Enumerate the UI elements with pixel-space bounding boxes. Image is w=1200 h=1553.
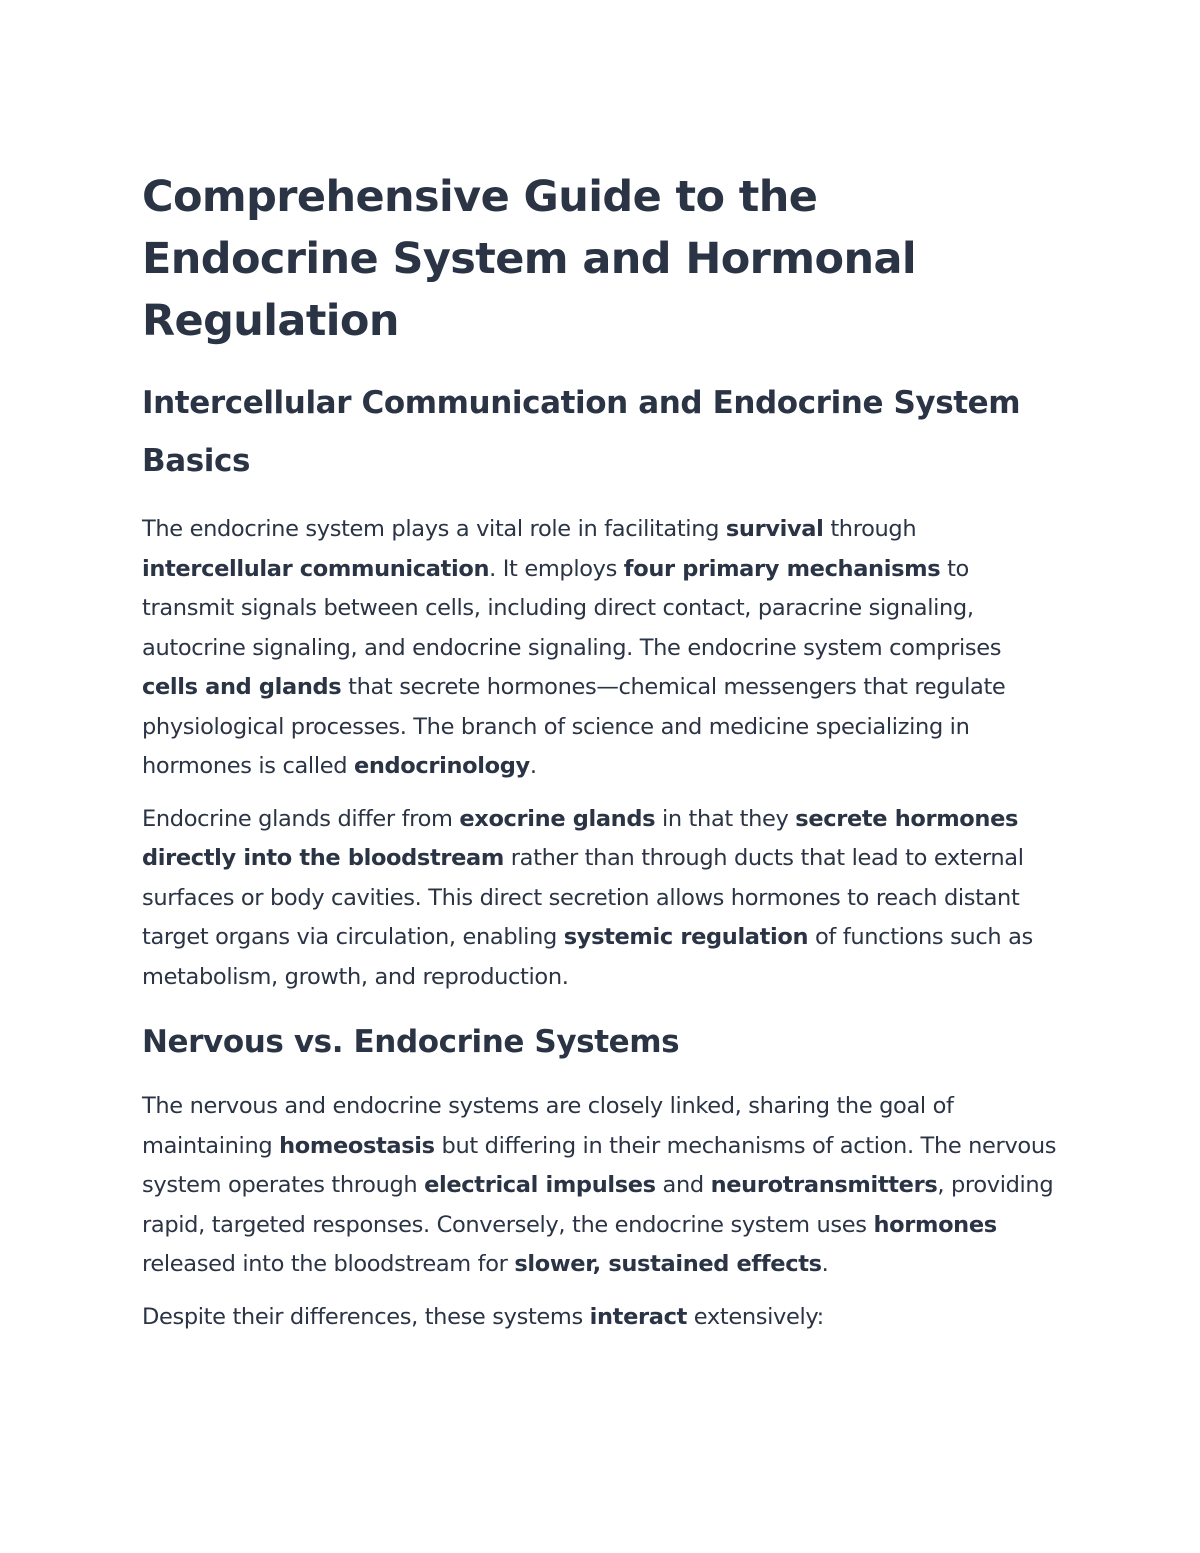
bold-term: intercellular communication bbox=[142, 555, 490, 582]
bold-term: systemic regulation bbox=[563, 924, 809, 950]
bold-term: interact bbox=[589, 1303, 687, 1330]
bold-term: homeostasis bbox=[279, 1132, 435, 1159]
bold-term: exocrine glands bbox=[459, 805, 656, 832]
document-page bbox=[142, 166, 1062, 1337]
bold-term: survival bbox=[725, 516, 824, 542]
bold-term: four primary mechanisms bbox=[623, 555, 941, 582]
section-heading-intercellular-communication: Intercellular Communication and Endocrine System Basics bbox=[142, 385, 1021, 479]
bold-term: neurotransmitters bbox=[710, 1172, 938, 1198]
document-title: Comprehensive Guide to the Endocrine System and Hormonal Regulation bbox=[142, 172, 917, 346]
bold-term: secrete hormones directly into the bloodstream bbox=[142, 805, 1019, 871]
bold-term: slower, sustained effects bbox=[514, 1251, 822, 1277]
paragraph-systems-interact: Despite their differences, these systems interact extensively: bbox=[142, 1303, 824, 1330]
bold-term: endocrinology bbox=[353, 753, 530, 779]
bold-term: cells and glands bbox=[142, 674, 342, 700]
bold-term: electrical impulses bbox=[424, 1172, 656, 1198]
paragraph-nervous-endocrine-comparison: The nervous and endocrine systems are closely linked, sharing the goal of maintaining homeostasis but differing in their mechanisms of action. The nervous system operates through electrical impulses and neurotransmitters, providing rapid, targeted responses. Conversely, the endocrine system uses hormones released into the bloodstream for slower, sustained effects. bbox=[142, 1093, 1057, 1277]
section-heading-nervous-vs-endocrine: Nervous vs. Endocrine Systems bbox=[142, 1024, 680, 1060]
paragraph-endocrine-overview: The endocrine system plays a vital role in facilitating survival through intercellular communication. It employs four primary mechanisms to transmit signals between cells, including direct contact, paracrine signaling, autocrine signaling, and endocrine signaling. The endocrine system comprises cells and glands that secrete hormones—chemical messengers that regulate physiological processes. The branch of science and medicine specializing in hormones is called endocrinology. bbox=[142, 516, 1006, 779]
bold-term: hormones bbox=[873, 1211, 997, 1238]
paragraph-endocrine-vs-exocrine: Endocrine glands differ from exocrine glands in that they secrete hormones directly into the bloodstream rather than through ducts that lead to external surfaces or body cavities. This direct secretion allows hormones to reach distant target organs via circulation, enabling systemic regulation of functions such as metabolism, growth, and reproduction. bbox=[142, 805, 1033, 990]
